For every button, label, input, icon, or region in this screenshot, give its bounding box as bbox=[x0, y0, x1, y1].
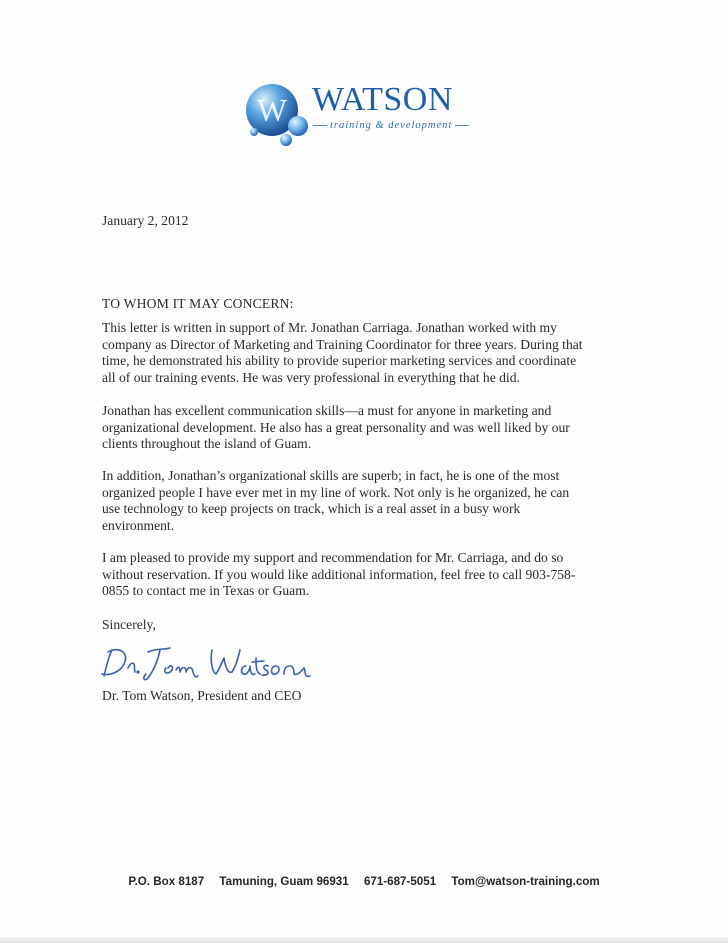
paragraph-4 bbox=[102, 550, 622, 600]
paragraph-line: all of our training events. He was very professional in everything that he did. bbox=[102, 369, 520, 385]
paragraph-2 bbox=[102, 403, 622, 453]
handwritten-signature bbox=[98, 638, 338, 684]
paragraph-line: organizational development. He also has a great personality and was well liked by our bbox=[102, 419, 570, 435]
brand-tagline bbox=[310, 120, 472, 131]
signer-name-title: Dr. Tom Watson, President and CEO bbox=[102, 688, 302, 703]
paragraph-line: without reservation. If you would like additional information, feel free to call 903-758- bbox=[102, 566, 576, 582]
tagline-text: training & development bbox=[330, 120, 453, 131]
paragraph-line: This letter is written in support of Mr. Jonathan Carriaga. Jonathan worked with my bbox=[102, 320, 557, 335]
paragraph-line: organized people I have ever met in my line of work. Not only is he organized, he can bbox=[102, 484, 570, 500]
paragraph-line: In addition, Jonathan’s organizational skills are superb; in fact, he is one of the most bbox=[102, 468, 560, 483]
footer-email: Tom@watson-training.com bbox=[451, 875, 600, 888]
watson-logo bbox=[240, 80, 480, 152]
paragraph-1 bbox=[102, 320, 622, 386]
paragraph-line: time, he demonstrated his ability to provide superior marketing services and coordinate bbox=[102, 353, 577, 368]
paragraph-line: Jonathan has excellent communication skills—a must for anyone in marketing and bbox=[102, 403, 552, 418]
paragraph-line: clients throughout the island of Guam. bbox=[102, 436, 312, 451]
footer-city: Tamuning, Guam 96931 bbox=[219, 875, 349, 888]
paragraph-line: environment. bbox=[102, 517, 175, 533]
letterhead-footer bbox=[0, 875, 728, 888]
paragraph-line: 0855 to contact me in Texas or Guam. bbox=[102, 583, 310, 598]
svg-text:W: W bbox=[256, 92, 288, 128]
footer-po-box: P.O. Box 8187 bbox=[128, 875, 205, 888]
paragraph-line: company as Director of Marketing and Training Coordinator for three years. During that bbox=[102, 336, 583, 352]
sphere-logo-icon bbox=[240, 80, 320, 152]
tagline-rule-left bbox=[313, 125, 327, 126]
salutation: TO WHOM IT MAY CONCERN: bbox=[102, 296, 294, 311]
brand-name: WATSON bbox=[312, 81, 453, 118]
paragraph-line: use technology to keep projects on track, which is a real asset in a busy work bbox=[102, 501, 521, 516]
letter-date: January 2, 2012 bbox=[102, 213, 189, 228]
footer-phone: 671-687-5051 bbox=[363, 875, 437, 888]
paragraph-3 bbox=[102, 468, 622, 534]
closing: Sincerely, bbox=[102, 617, 156, 632]
tagline-rule-right bbox=[455, 125, 469, 126]
page-bottom-edge bbox=[0, 937, 728, 943]
paragraph-line: I am pleased to provide my support and recommendation for Mr. Carriaga, and do so bbox=[102, 550, 564, 565]
